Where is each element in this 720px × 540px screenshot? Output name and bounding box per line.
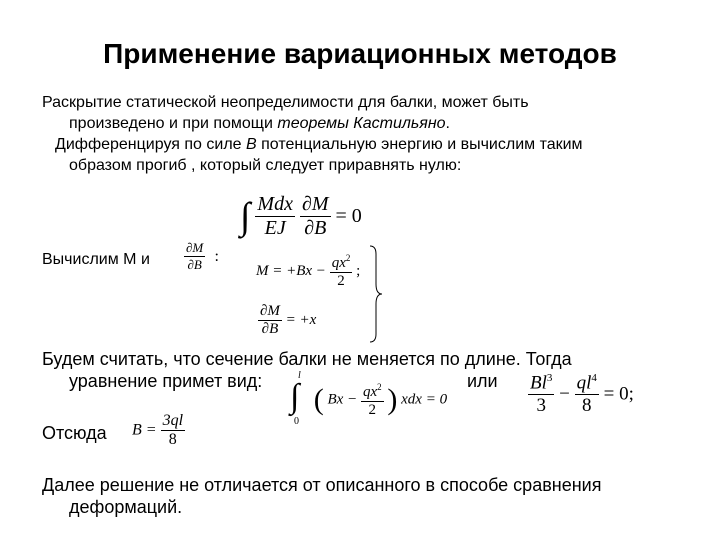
moment-equation (256, 253, 360, 290)
intro-line-3-text: Дифференцируя по силе (55, 136, 247, 153)
slide-title: Применение вариационных методов (103, 38, 617, 69)
intro-line-2 (42, 113, 682, 134)
moment-lhs: M = +Bx − (256, 263, 326, 279)
qx2-fraction (330, 253, 353, 290)
fraction-numerator: qx (362, 383, 378, 400)
compute-label: Вычислим М и (42, 251, 150, 268)
result-lhs: B = (132, 421, 157, 439)
colon: : (214, 247, 219, 265)
qx2-fraction (361, 382, 384, 419)
hence-label: Отсюда (42, 423, 107, 443)
deflection-equation-alt (528, 372, 634, 417)
conclusion-line-1: Далее решение не отличается от описанного в способе сравнения (42, 475, 602, 495)
right-brace-icon (368, 244, 384, 344)
left-paren-icon: ( (313, 383, 324, 416)
equals-zero: = 0 (335, 205, 362, 227)
compute-fraction (184, 240, 219, 273)
assumption-line-1: Будем считать, что сечение балки не меняется по длине. Тогда (42, 349, 572, 369)
conclusion-line-2: деформаций. (69, 497, 183, 517)
upper-limit: l (298, 370, 301, 381)
deflection-integral-equation (290, 372, 447, 428)
fraction-numerator: ∂M (186, 240, 204, 255)
fraction-denominator: ∂B (304, 217, 327, 239)
fraction-numerator: qx (331, 255, 346, 271)
moment-derivative-equation (258, 303, 316, 338)
fraction-numerator: Mdx (257, 193, 293, 215)
intro-line-4: образом прогиб , который следует приравнять нулю: (69, 157, 462, 174)
fraction-denominator: EJ (264, 217, 286, 239)
fraction-denominator: ∂B (261, 321, 279, 337)
intro-line-3 (42, 134, 682, 155)
bl3-fraction (528, 372, 554, 417)
intro-paragraph (42, 92, 682, 176)
intro-line-1: Раскрытие статической неопределимости для балки, может быть (42, 94, 529, 111)
fraction-numerator: 3ql (162, 412, 184, 429)
definite-integral (290, 372, 310, 428)
dm-db-fraction (184, 240, 205, 273)
partial-fraction (300, 193, 331, 240)
fraction-denominator: 2 (337, 273, 345, 289)
fraction-denominator: 3 (536, 395, 546, 417)
fraction-numerator: ∂M (260, 303, 280, 319)
moment-energy-fraction (255, 193, 295, 240)
semicolon: ; (356, 263, 361, 279)
minus-sign: − (559, 383, 570, 405)
compute-label-row (42, 246, 150, 274)
castigliano-theorem-text: теоремы Кастильяно (277, 115, 446, 132)
assumption-line-2: уравнение примет вид: (69, 371, 263, 391)
or-label: или (467, 371, 498, 391)
intro-line-2-text: произведено и при помощи (69, 115, 278, 132)
fraction-numerator: ql (576, 372, 592, 394)
castigliano-equation (240, 193, 362, 240)
redundant-force-result (132, 412, 185, 449)
derivative-rhs: = +x (285, 312, 317, 328)
result-fraction (161, 412, 185, 449)
exponent: 2 (345, 253, 351, 263)
exponent: 3 (546, 372, 553, 384)
equals-zero: = 0; (603, 383, 634, 405)
intro-line-2-end: . (445, 115, 450, 132)
fraction-numerator: ∂M (301, 193, 329, 215)
force-variable-b: В (246, 136, 257, 153)
fraction-numerator: Bl (530, 372, 547, 394)
fraction-denominator: 2 (368, 401, 377, 418)
right-paren-icon: ) (387, 383, 398, 416)
fraction-denominator: 8 (582, 395, 592, 417)
fraction-denominator: ∂B (187, 257, 202, 272)
integrand-start: Bx − (327, 391, 358, 408)
dm-db-fraction (258, 303, 282, 338)
fraction-denominator: 8 (168, 431, 177, 448)
intro-line-3-end: потенциальную энергию и вычислим таким (256, 136, 583, 153)
integrand-end: xdx = 0 (401, 391, 448, 408)
integral-sign: ∫ (240, 195, 251, 238)
conclusion-paragraph (42, 474, 702, 518)
lower-limit: 0 (294, 416, 299, 427)
exponent: 2 (377, 381, 382, 392)
exponent: 4 (591, 372, 597, 384)
integral-sign: ∫ (290, 378, 300, 415)
ql4-fraction (575, 372, 599, 417)
